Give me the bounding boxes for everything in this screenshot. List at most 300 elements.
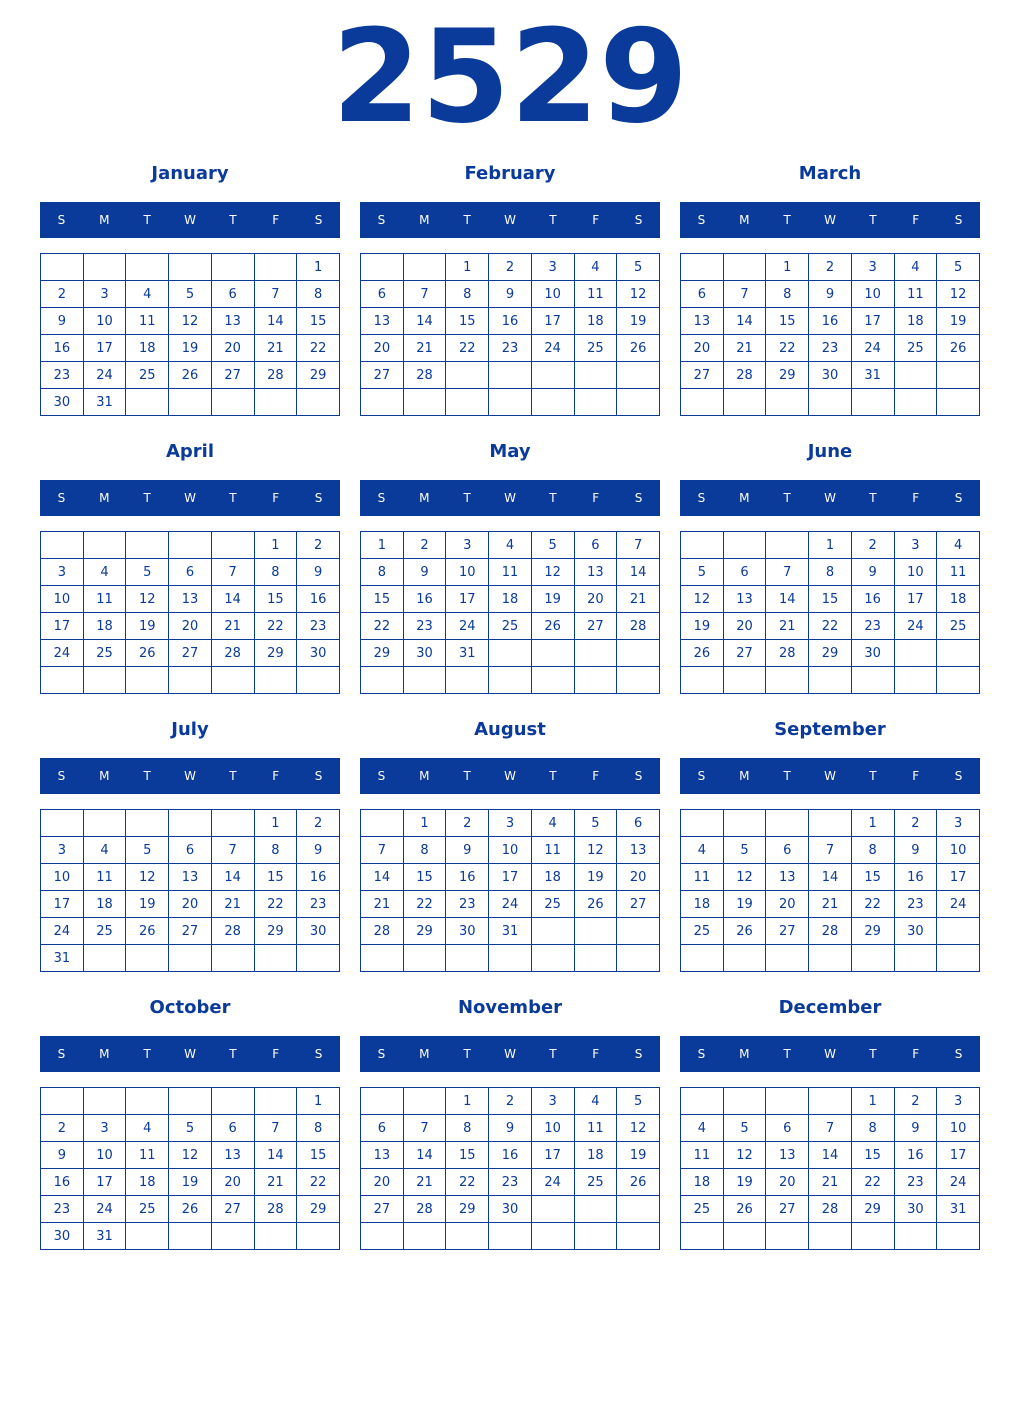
day-cell: 12 [531,559,574,586]
day-cell: 16 [403,586,446,613]
weekday-header [360,480,660,516]
week-row [41,640,340,667]
day-cell [254,667,297,694]
week-row [41,1142,340,1169]
day-cell: 7 [361,837,404,864]
day-grid [40,253,340,416]
day-cell: 26 [723,1196,766,1223]
day-cell: 7 [809,1115,852,1142]
day-cell: 8 [403,837,446,864]
weekday-label: T [463,213,471,227]
day-cell [937,640,980,667]
weekday-label: F [272,769,280,783]
day-cell [681,945,724,972]
day-grid [360,253,660,416]
day-cell: 10 [83,308,126,335]
day-cell: 5 [169,1115,212,1142]
weekday-header [680,202,980,238]
day-cell: 12 [617,1115,660,1142]
weekday-label: T [549,213,557,227]
day-cell [574,362,617,389]
week-row [361,1115,660,1142]
week-row [681,864,980,891]
day-cell: 10 [41,586,84,613]
day-cell: 28 [403,362,446,389]
week-row [41,891,340,918]
week-row [681,918,980,945]
weekday-label: S [57,491,66,505]
day-cell: 25 [574,1169,617,1196]
day-cell [681,254,724,281]
day-cell: 21 [254,1169,297,1196]
week-row [361,918,660,945]
day-cell [169,1223,212,1250]
day-cell: 3 [894,532,937,559]
day-cell: 26 [169,362,212,389]
day-cell: 18 [937,586,980,613]
day-cell: 12 [169,308,212,335]
day-cell: 12 [126,864,169,891]
day-cell: 18 [681,891,724,918]
day-cell: 24 [446,613,489,640]
day-cell: 14 [766,586,809,613]
week-row [41,281,340,308]
day-grid [680,531,980,694]
day-cell: 23 [489,335,532,362]
day-cell: 11 [83,586,126,613]
day-cell: 26 [126,640,169,667]
weekday-label: S [57,213,66,227]
day-cell: 28 [723,362,766,389]
day-cell [851,389,894,416]
day-cell [361,1223,404,1250]
day-cell: 9 [297,837,340,864]
day-cell [211,254,254,281]
day-cell [531,1196,574,1223]
day-cell [681,389,724,416]
week-row [41,945,340,972]
day-cell: 19 [126,891,169,918]
weekday-label: M [99,1047,110,1061]
day-cell: 17 [937,864,980,891]
day-cell [297,1223,340,1250]
day-cell: 24 [83,1196,126,1223]
day-cell: 23 [851,613,894,640]
week-row [41,613,340,640]
day-cell: 10 [851,281,894,308]
day-cell [894,389,937,416]
day-cell: 4 [126,281,169,308]
day-cell: 9 [446,837,489,864]
day-cell: 30 [41,1223,84,1250]
weekday-label: T [549,491,557,505]
weekday-header [40,1036,340,1072]
day-cell: 16 [851,586,894,613]
week-row [41,389,340,416]
day-cell: 30 [297,640,340,667]
month-title: July [171,719,209,740]
day-cell: 19 [723,1169,766,1196]
day-cell: 3 [937,810,980,837]
day-grid [40,809,340,972]
day-cell: 17 [41,613,84,640]
day-cell: 20 [681,335,724,362]
week-row [361,837,660,864]
day-cell: 1 [361,532,404,559]
day-cell: 26 [531,613,574,640]
month-title: January [151,163,229,184]
month-title: October [149,997,231,1018]
day-cell: 31 [851,362,894,389]
week-row [681,335,980,362]
weekday-label: T [783,1047,791,1061]
day-cell: 8 [254,559,297,586]
day-cell: 8 [254,837,297,864]
weekday-label: M [99,213,110,227]
day-cell: 20 [574,586,617,613]
day-cell: 22 [403,891,446,918]
day-cell [766,1088,809,1115]
weekday-label: F [592,769,600,783]
day-cell: 24 [83,362,126,389]
day-cell: 28 [211,640,254,667]
weekday-label: F [912,769,920,783]
day-cell: 18 [531,864,574,891]
day-cell: 15 [403,864,446,891]
day-cell: 31 [489,918,532,945]
day-cell: 7 [723,281,766,308]
day-cell [41,1088,84,1115]
day-cell: 8 [446,1115,489,1142]
day-cell [617,945,660,972]
day-cell: 13 [169,864,212,891]
day-cell: 30 [297,918,340,945]
day-cell: 29 [254,640,297,667]
week-row [681,1088,980,1115]
week-row [681,891,980,918]
weekday-label: F [592,213,600,227]
day-cell: 16 [489,1142,532,1169]
weekday-header [40,758,340,794]
day-cell: 17 [851,308,894,335]
day-cell: 28 [211,918,254,945]
day-cell: 18 [574,1142,617,1169]
day-cell: 15 [446,308,489,335]
day-cell: 29 [446,1196,489,1223]
weekday-label: T [143,491,151,505]
weekday-label: S [697,769,706,783]
day-cell [681,1088,724,1115]
weekday-label: T [463,769,471,783]
week-row [41,1196,340,1223]
day-cell [297,667,340,694]
day-cell: 26 [169,1196,212,1223]
day-cell: 26 [574,891,617,918]
day-cell: 18 [574,308,617,335]
day-cell [937,362,980,389]
day-cell: 22 [254,891,297,918]
day-cell: 28 [766,640,809,667]
day-cell: 19 [681,613,724,640]
year-title: 2529 [331,3,689,152]
day-cell: 20 [169,891,212,918]
weekday-label: W [824,769,836,783]
day-cell: 5 [681,559,724,586]
week-row [361,667,660,694]
day-cell: 12 [681,586,724,613]
day-cell: 1 [809,532,852,559]
day-cell [489,389,532,416]
day-cell: 25 [489,613,532,640]
day-cell: 21 [361,891,404,918]
day-cell: 5 [937,254,980,281]
day-cell: 6 [211,281,254,308]
week-row [361,1142,660,1169]
day-cell: 11 [531,837,574,864]
day-cell: 4 [937,532,980,559]
day-cell [254,254,297,281]
day-cell [169,667,212,694]
day-cell [894,362,937,389]
day-cell [169,254,212,281]
weekday-label: T [869,213,877,227]
day-grid [360,809,660,972]
day-cell: 31 [937,1196,980,1223]
weekday-header [360,1036,660,1072]
weekday-label: T [143,769,151,783]
day-cell [169,1088,212,1115]
day-cell: 19 [617,1142,660,1169]
day-cell: 15 [361,586,404,613]
day-cell: 28 [617,613,660,640]
day-grid [680,253,980,416]
day-cell [531,945,574,972]
week-row [681,1196,980,1223]
day-cell: 16 [41,1169,84,1196]
day-cell [531,918,574,945]
day-cell [489,362,532,389]
day-cell: 30 [489,1196,532,1223]
day-cell [809,945,852,972]
day-cell [937,1223,980,1250]
day-cell: 25 [894,335,937,362]
day-cell: 22 [361,613,404,640]
day-cell: 6 [361,281,404,308]
day-cell: 2 [41,1115,84,1142]
day-cell: 8 [851,837,894,864]
day-cell: 9 [489,1115,532,1142]
day-cell [126,532,169,559]
weekday-label: M [739,213,750,227]
day-cell [169,532,212,559]
day-cell: 2 [297,810,340,837]
weekday-label: S [314,491,323,505]
day-cell: 24 [851,335,894,362]
day-cell: 25 [681,918,724,945]
weekday-label: M [419,213,430,227]
month-title: September [774,719,886,740]
week-row [361,308,660,335]
day-cell: 8 [361,559,404,586]
week-row [41,254,340,281]
day-cell: 23 [403,613,446,640]
weekday-label: S [57,1047,66,1061]
weekday-label: F [912,213,920,227]
day-cell: 23 [809,335,852,362]
weekday-label: T [143,213,151,227]
day-cell: 29 [403,918,446,945]
day-cell: 23 [297,613,340,640]
day-cell [809,810,852,837]
day-cell: 14 [809,864,852,891]
day-cell: 10 [446,559,489,586]
weekday-label: T [783,769,791,783]
week-row [361,362,660,389]
day-cell: 5 [169,281,212,308]
day-cell: 11 [489,559,532,586]
day-cell: 14 [809,1142,852,1169]
day-cell: 19 [937,308,980,335]
day-cell: 10 [937,837,980,864]
day-cell: 13 [723,586,766,613]
weekday-label: S [377,769,386,783]
day-cell: 1 [851,1088,894,1115]
day-cell: 13 [681,308,724,335]
week-row [41,1088,340,1115]
day-cell: 20 [361,335,404,362]
day-cell: 31 [446,640,489,667]
day-cell: 15 [254,586,297,613]
day-cell: 30 [41,389,84,416]
day-cell: 15 [766,308,809,335]
day-cell: 2 [446,810,489,837]
day-cell: 20 [211,1169,254,1196]
month-title: August [474,719,546,740]
week-row [361,945,660,972]
week-row [681,1169,980,1196]
day-cell [574,945,617,972]
day-cell: 24 [41,918,84,945]
day-cell: 31 [41,945,84,972]
day-cell: 31 [83,389,126,416]
weekday-label: T [783,213,791,227]
week-row [681,667,980,694]
day-cell: 28 [403,1196,446,1223]
day-cell: 16 [297,864,340,891]
day-cell: 28 [254,1196,297,1223]
day-cell [574,918,617,945]
day-cell [531,1223,574,1250]
day-cell [894,1223,937,1250]
day-cell: 4 [681,837,724,864]
week-row [681,945,980,972]
day-cell: 10 [531,281,574,308]
day-cell: 5 [126,559,169,586]
day-cell [211,1088,254,1115]
day-cell: 25 [937,613,980,640]
day-cell: 9 [851,559,894,586]
day-cell: 10 [41,864,84,891]
week-row [681,1115,980,1142]
day-cell: 19 [617,308,660,335]
day-grid [40,531,340,694]
weekday-label: W [504,1047,516,1061]
day-cell [894,667,937,694]
day-cell: 2 [894,1088,937,1115]
day-cell [489,945,532,972]
day-cell [766,810,809,837]
day-cell: 13 [211,1142,254,1169]
day-cell [126,389,169,416]
day-cell [83,945,126,972]
day-cell [894,945,937,972]
day-cell: 24 [531,335,574,362]
day-cell: 15 [446,1142,489,1169]
day-cell: 20 [766,1169,809,1196]
day-cell [723,389,766,416]
week-row [681,362,980,389]
day-cell: 9 [809,281,852,308]
day-cell: 16 [894,1142,937,1169]
weekday-label: F [592,1047,600,1061]
weekday-label: F [592,491,600,505]
weekday-label: T [229,213,237,227]
week-row [41,1223,340,1250]
weekday-label: S [954,769,963,783]
day-cell [83,254,126,281]
day-cell: 6 [169,559,212,586]
week-row [681,586,980,613]
day-cell: 7 [211,837,254,864]
day-cell: 1 [446,254,489,281]
day-cell [297,389,340,416]
day-cell: 17 [446,586,489,613]
day-cell: 24 [937,891,980,918]
day-cell: 18 [681,1169,724,1196]
day-cell: 7 [617,532,660,559]
day-cell: 24 [531,1169,574,1196]
day-cell [723,532,766,559]
day-cell: 13 [211,308,254,335]
day-cell [531,667,574,694]
day-cell [361,667,404,694]
day-cell [617,1196,660,1223]
day-cell [126,667,169,694]
day-cell: 7 [254,281,297,308]
day-cell: 29 [297,362,340,389]
day-cell: 20 [723,613,766,640]
day-cell: 4 [681,1115,724,1142]
weekday-label: W [184,1047,196,1061]
day-cell: 9 [894,1115,937,1142]
weekday-label: T [143,1047,151,1061]
day-cell: 22 [851,891,894,918]
day-cell: 26 [126,918,169,945]
weekday-label: T [229,1047,237,1061]
day-cell [126,254,169,281]
day-cell: 2 [894,810,937,837]
day-cell [809,1223,852,1250]
weekday-label: T [549,1047,557,1061]
week-row [681,810,980,837]
day-cell: 20 [211,335,254,362]
week-row [361,586,660,613]
week-row [41,559,340,586]
day-cell: 5 [574,810,617,837]
day-cell [254,945,297,972]
day-cell [723,1223,766,1250]
weekday-header [680,480,980,516]
